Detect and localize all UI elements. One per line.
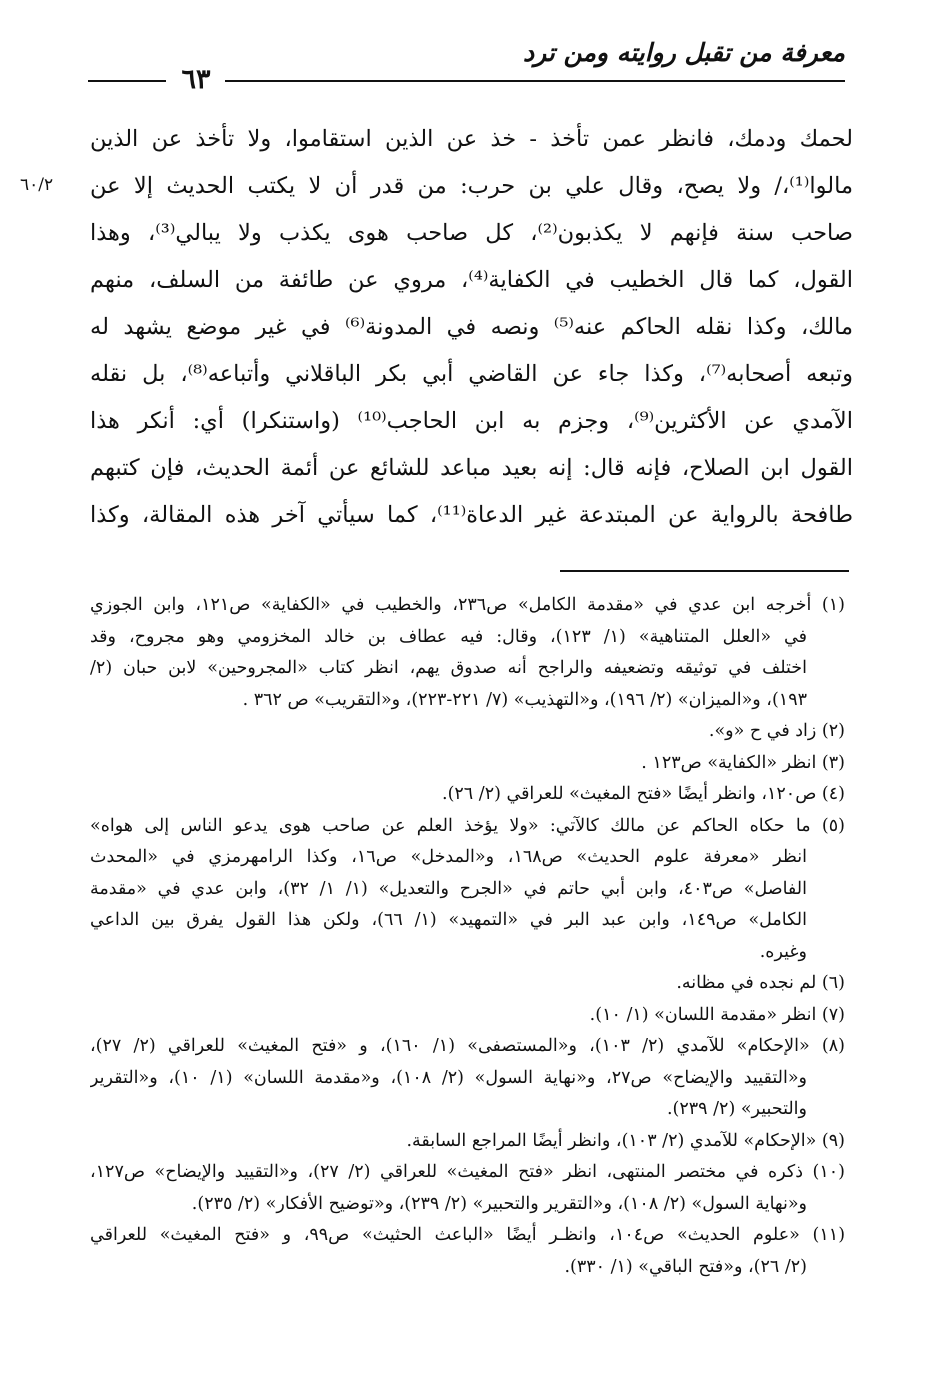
footnote-line: في «العلل المتناهية» (١/ ١٢٣)، وقال: فيه عطاف بن خالد المخزومي وهو مجروح، وقد: [90, 626, 808, 647]
footnote-line: والتحبير» (٢/ ٢٣٩).: [666, 1099, 807, 1119]
footnote-line: (١٠) ذكره في مختصر المنتهى، انظر «فتح المغيث» للعراقي (٢/ ٢٧)، و«التقييد والإيضاح» ص١٢٧،: [90, 1162, 845, 1182]
footnote-line: (٦) لم نجده في مظانه.: [676, 973, 845, 993]
body-line: القول، كما قال الخطيب في الكفاية⁽⁴⁾، مروي عن طائفة من السلف، منهم: [90, 267, 853, 293]
footnote-line: (٩) «الإحكام» للآمدي (٢/ ١٠٣)، وانظر أيضًا المراجع السابقة.: [406, 1130, 845, 1151]
footnote-line: (٨) «الإحكام» للآمدي (٢/ ١٠٣)، و«المستصفى» (١/ ١٦٠)، و «فتح المغيث» للعراقي (٢/ ٢٧)،: [90, 1036, 845, 1056]
body-line: الآمدي عن الأكثرين⁽⁹⁾، وجزم به ابن الحاجب⁽¹⁰⁾ (واستنكرا) أي: أنكر هذا: [90, 408, 853, 434]
footnote-line: ١٩٣)، و«الميزان» (٢/ ١٩٦)، و«التهذيب» (٧/ ٢٢١-٢٢٣)، و«التقريب» ص ٣٦٢ .: [242, 689, 807, 710]
footnote-line: (٥) ما حكاه الحاكم عن مالك كالآتي: «ولا يؤخذ العلم عن صاحب هوى يدعو الناس إلى هواه»: [90, 815, 845, 836]
footnote-line: انظر «معرفة علوم الحديث» ص١٦٨، و«المدخل» ص١٦، وكذا الرامهرمزي في «المحدث: [90, 847, 807, 867]
footnote-rule: [560, 570, 849, 572]
header-rule-left: [88, 80, 166, 82]
footnote-line: (١) أخرجه ابن عدي في «مقدمة الكامل» ص٢٣٦، والخطيب في «الكفاية» ص١٢١، وابن الجوزي: [90, 595, 845, 615]
footnote-line: (٢) زاد في ح «و».: [708, 721, 845, 741]
body-line: صاحب سنة فإنهم لا يكذبون⁽²⁾، كل صاحب هوى يكذب ولا يبالي⁽³⁾، وهذا: [90, 220, 853, 246]
footnote-line: اختلف في توثيقه وتضعيفه والراجح أنه صدوق يهم، انظر كتاب «المجروحين» لابن حبان (٢/: [90, 658, 807, 678]
body-line: مالك، وكذا نقله الحاكم عنه⁽⁵⁾ ونصه في المدونة⁽⁶⁾ في غير موضع يشهد له: [90, 314, 853, 340]
page-number: ٦٣: [181, 64, 211, 95]
footnote-line: (٤) ص١٢٠، وانظر أيضًا «فتح المغيث» للعراقي (٢/ ٢٦).: [442, 784, 845, 804]
body-line: لحمك ودمك، فانظر عمن تأخذ - خذ عن الذين استقاموا، ولا تأخذ عن الذين: [90, 126, 853, 152]
body-line: مالوا⁽¹⁾،/ ولا يصح، وقال علي بن حرب: من قدر أن لا يكتب الحديث إلا عن: [90, 173, 853, 199]
footnote-line: (٢/ ٢٦)، و«فتح الباقي» (١/ ٣٣٠).: [564, 1256, 807, 1277]
body-line: القول ابن الصلاح، فإنه قال: إنه بعيد مباعد للشائع عن أئمة الحديث، فإن كتبهم: [90, 455, 853, 481]
footnote-line: و«التقييد والإيضاح» ص٢٧، و«نهاية السول» (٢/ ١٠٨)، و«مقدمة اللسان» (١/ ١٠)، و«التقرير: [90, 1067, 807, 1088]
footnotes: [90, 590, 845, 1283]
footnote-line: (١١) «علوم الحديث» ص١٠٤، وانظـر أيضًا «الباعث الحثيث» ص٩٩، و «فتح المغيث» للعراقي: [90, 1225, 845, 1245]
running-title: معرفة من تقبل روايته ومن ترد: [523, 38, 845, 67]
body-line: طافحة بالرواية عن المبتدعة غير الدعاة⁽¹¹⁾، كما سيأتي آخر هذه المقالة، وكذا: [90, 502, 853, 528]
footnote-line: الكامل» ص١٤٩، وابن عبد البر في «التمهيد» (١/ ٦٦)، ولكن هذا القول يفرق بين الداعي: [90, 910, 807, 930]
footnote-line: الفاصل» ص٤٠٣، وابن أبي حاتم في «الجرح والتعديل» (١/ ١/ ٣٢)، وابن عدي في «مقدمة: [90, 878, 807, 899]
footnote-line: وغيره.: [759, 941, 807, 962]
body-line: وتبعه أصحابه⁽⁷⁾، وكذا جاء عن القاضي أبي بكر الباقلاني وأتباعه⁽⁸⁾، بل نقله: [90, 361, 853, 387]
header-rule: [225, 80, 845, 82]
body-text: [90, 116, 853, 539]
margin-note: ٦٠/٢: [20, 175, 54, 195]
footnote-line: (٧) انظر «مقدمة اللسان» (١/ ١٠).: [589, 1004, 845, 1025]
footnote-line: (٣) انظر «الكفاية» ص١٢٣ .: [641, 752, 845, 773]
footnote-line: و«نهاية السول» (٢/ ١٠٨)، و«التقرير والتحبير» (٢/ ٢٣٩)، و«توضيح الأفكار» (٢/ ٢٣٥).: [191, 1193, 807, 1214]
